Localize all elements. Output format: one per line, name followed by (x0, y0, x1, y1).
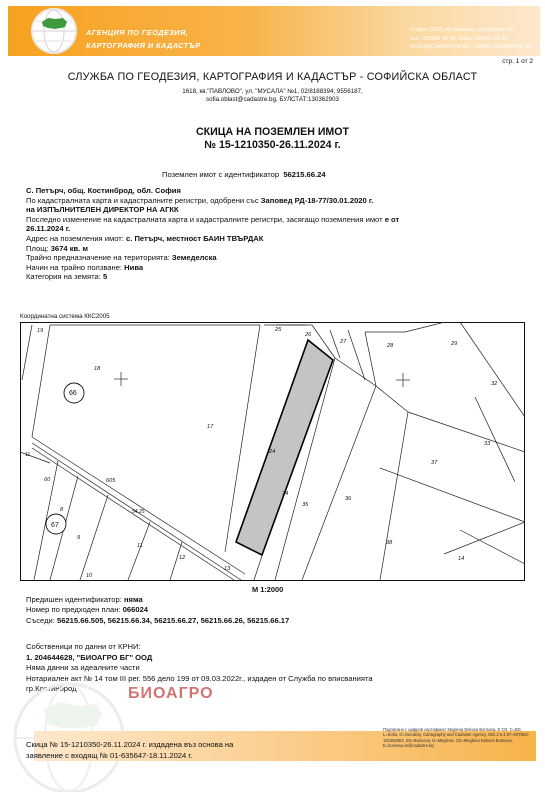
map-label-36: 36 (345, 496, 352, 502)
map-label-12: 12 (179, 555, 186, 561)
office-name: СЛУЖБА ПО ГЕОДЕЗИЯ, КАРТОГРАФИЯ И КАДАСТЪР - СОФИЙСКА ОБЛАСТ (67, 71, 478, 83)
document-title (0, 126, 545, 152)
office-email[interactable]: sofia.oblast@cadastre.bg, БУЛСТАТ:130362903 (205, 96, 339, 104)
usage-label: Начин на трайно ползване: (26, 262, 123, 272)
parcel-label: Поземлен имот с идентификатор (162, 170, 280, 179)
map-label-10: 10 (86, 573, 93, 579)
deed-info: Нотариален акт № 14 том III рег. 556 дело 199 от 09.03.2022г., издаден от Служба по вписванията (26, 673, 373, 683)
deed-town: гр.Костинброд (26, 684, 77, 693)
category-value: 5 (102, 272, 108, 282)
prev-id-value: няма (123, 595, 143, 604)
parcel-id: 56215.66.24 (283, 170, 326, 179)
identifiers (26, 595, 289, 626)
approval-order: Заповед РД-18-77/30.01.2020 г. (260, 195, 374, 205)
shares-note: Няма данни за идеалните части (26, 663, 140, 672)
owner-entry: 1. 204644628, "БИОАГРО БГ" ООД (26, 652, 153, 662)
map-label-60: 60 (44, 477, 51, 483)
map-label-24: 24 (269, 449, 276, 455)
map-label-11b: 11 (25, 452, 31, 458)
last-change-text: Последно изменение на кадастралната карта и кадастралните регистри, засягащо поземления имот (26, 214, 383, 224)
map-label-5425: 54.25 (132, 509, 145, 515)
footer-line1: Скица № 15-1210350-26.11.2024 г. издадена въз основа на (26, 740, 234, 749)
map-label-19: 19 (37, 328, 44, 334)
agency-line1: АГЕНЦИЯ ПО ГЕОДЕЗИЯ, (86, 28, 189, 37)
agency-logo-icon (30, 7, 78, 55)
office-address-line: 1618, кв."ПАВЛОВО", ул. "МУСАЛА" №1, 02/8188394; 9556187, (182, 88, 363, 95)
purpose-label: Трайно предназначение на територията: (26, 253, 170, 263)
approval-text: По кадастралната карта и кадастралните регистри, одобрени със (26, 195, 259, 205)
map-label-37: 37 (431, 460, 438, 466)
contact-web[interactable]: ACAD@CADASTRE.BG , WWW.CADASTRE.BG (409, 44, 533, 50)
coordinate-system: Координатна система ККС2005 (20, 313, 110, 320)
location-line: С. Петърч, общ. Костинброд, обл. София (26, 186, 181, 195)
footer-issued (26, 739, 233, 761)
map-label-33: 33 (484, 441, 491, 447)
owners-title: Собственици по данни от КРНИ: (26, 642, 141, 651)
neighbors-value: 56215.66.505, 56215.66.34, 56215.66.27, 56215.66.26, 56215.66.17 (57, 615, 290, 625)
map-label-35: 35 (302, 502, 309, 508)
area-label: Площ: (26, 243, 49, 253)
last-change-from: е от (384, 214, 400, 224)
usage-value: Нива (124, 262, 144, 272)
map-label-67: 67 (51, 522, 59, 529)
map-label-28: 28 (387, 343, 394, 349)
map-label-32: 32 (491, 381, 498, 387)
agency-name (86, 26, 201, 52)
map-scale: М 1:2000 (252, 585, 284, 594)
parcel-identifier (162, 170, 326, 179)
map-label-18: 18 (94, 366, 101, 372)
map-label-66: 66 (69, 390, 77, 397)
map-label-8: 8 (60, 507, 64, 513)
plan-number-label: Номер по предходен план: (26, 605, 121, 615)
neighbors-label: Съседи: (26, 615, 55, 625)
document-title-text: СКИЦА НА ПОЗЕМЛЕН ИМОТ (196, 126, 349, 138)
brand-stamp: БИОАГРО (128, 685, 214, 702)
cadastral-map[interactable] (20, 322, 525, 581)
page-number: стр. 1 от 2 (502, 58, 533, 65)
map-label-29: 29 (451, 341, 458, 347)
map-label-38: 38 (386, 540, 393, 546)
map-label-26: 26 (305, 332, 312, 338)
plan-number-value: 066024 (122, 605, 149, 615)
agency-contact (410, 26, 533, 52)
category-label: Категория на земята: (26, 272, 101, 282)
document-number: № 15-1210350-26.11.2024 г. (204, 139, 341, 151)
agency-line2: КАРТОГРАФИЯ И КАДАСТЪР (86, 41, 201, 50)
footer-line2: заявление с входящ № 01-635647-18.11.2024 г. (26, 751, 193, 760)
address-value: с. Петърч, местност БАИН ТВЪРДАК (126, 233, 264, 243)
area-value: 3674 кв. м (50, 243, 88, 253)
contact-phone: тел.: 02/955 45 40, факс: 02/955 53 33 (409, 35, 508, 42)
map-label-17: 17 (207, 424, 214, 430)
map-label-25: 25 (275, 327, 282, 333)
map-label-605: 605 (106, 478, 116, 484)
parcel-info (26, 186, 526, 282)
address-label: Адрес на поземления имот: (26, 233, 124, 243)
map-label-14: 14 (458, 556, 465, 562)
prev-id-label: Предишен идентификатор: (26, 595, 122, 604)
map-label-13: 13 (224, 566, 231, 572)
digital-signature: Подписано с цифров сертификат Meglena Dekova Borisova, E CN: C=BG, L=Sofia, O=Geodesy, Cartography and Cadastre Agency, OID.2.5.4.97=NTRBG-130362903, SN=Borisova, G=Meglena, CN=Meglena Dekova Borisova, E=borisova.m@cadastre.bg (383, 727, 530, 749)
map-label-11: 11 (137, 543, 143, 549)
office-address (0, 88, 545, 105)
map-label-27: 27 (340, 339, 347, 345)
contact-address: София 1618, кв.Павлово, ул.Мусала №1 (409, 27, 516, 33)
map-label-9: 9 (77, 535, 81, 541)
last-change-date: 26.11.2024 г. (26, 224, 71, 234)
purpose-value: Земеделска (171, 253, 217, 263)
approval-by: на ИЗПЪЛНИТЕЛЕН ДИРЕКТОР НА АГКК (26, 205, 179, 215)
map-label-34: 34 (282, 491, 289, 497)
